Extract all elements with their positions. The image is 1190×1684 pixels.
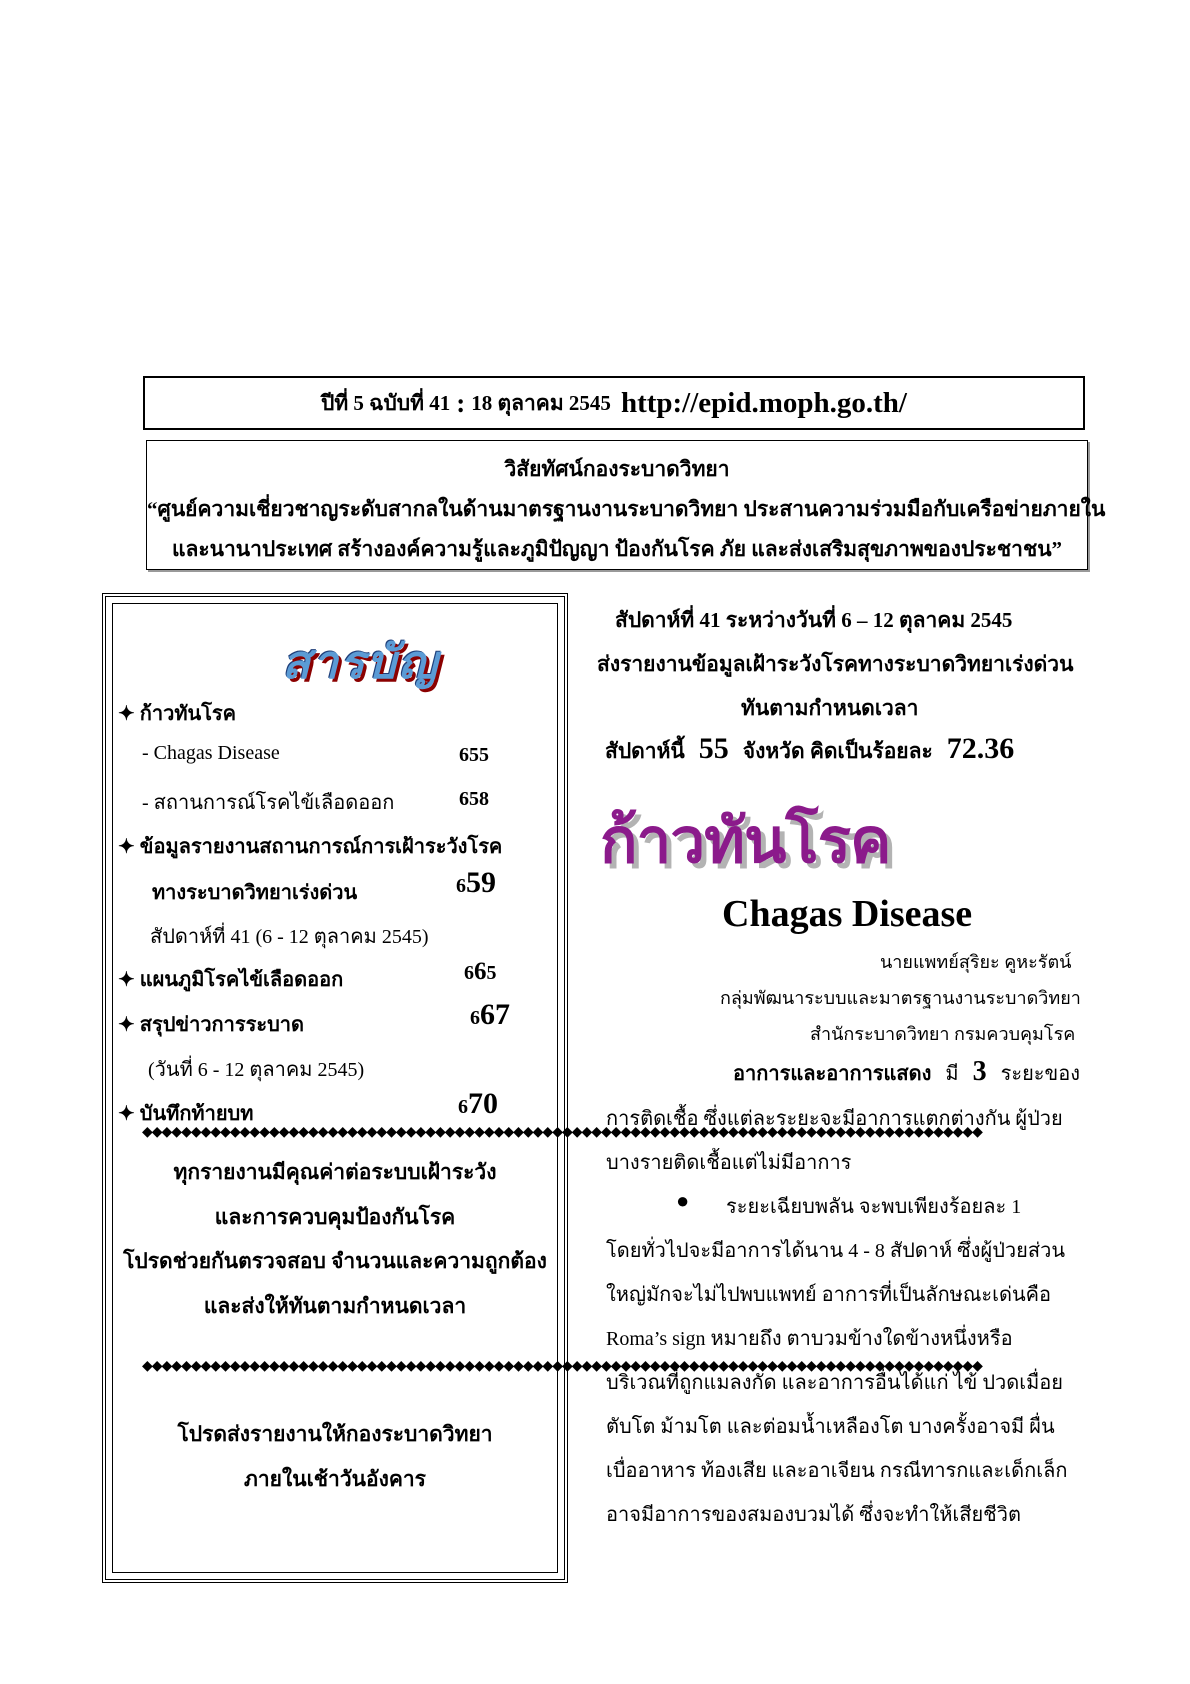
toc-item-urgent-epid[interactable]: [152, 876, 357, 908]
toc-page-epilogue: 670: [458, 1087, 498, 1120]
toc-page-chagas: 655: [459, 744, 489, 766]
toc-item-dengue-chart[interactable]: [118, 963, 343, 995]
paragraph-1-line-2: การติดเชื้อ ซึ่งแต่ละระยะจะมีอาการแตกต่างกัน ผู้ป่วย: [606, 1108, 1063, 1130]
notice-line-3: โปรดช่วยกันตรวจสอบ จำนวนและความถูกต้อง: [123, 1249, 547, 1273]
percent-value: 72.36: [946, 732, 1015, 765]
star-bullet-icon: ✦: [118, 836, 135, 858]
toc-item-chagas[interactable]: [142, 742, 280, 765]
bullet-icon: ●: [676, 1188, 690, 1213]
website-link[interactable]: http://epid.moph.go.th/: [620, 386, 907, 419]
toc-item-outbreak-dates: [148, 1053, 364, 1085]
vision-line-1: “ศูนย์ความเชี่ยวชาญระดับสากลในด้านมาตรฐานงานระบาดวิทยา ประสานความร่วมมือกับเครือข่ายภายใน: [147, 497, 1106, 521]
symptoms-heading: อาการและอาการแสดง: [733, 1063, 932, 1085]
toc-item-label: - สถานการณ์โรคไข้เลือดออก: [142, 792, 395, 814]
toc-item-label: สรุปข่าวการระบาด: [139, 1014, 305, 1036]
notice-line-1: ทุกรายงานมีคุณค่าต่อระบบเฝ้าระวัง: [173, 1160, 497, 1184]
paragraph-2-line-7: เบื่ออาหาร ท้องเสีย และอาเจียน กรณีทารกและเด็กเล็ก: [606, 1460, 1068, 1482]
toc-page-dengue-chart: 665: [464, 958, 497, 985]
dotted-divider: ◆◆◆◆◆◆◆◆◆◆◆◆◆◆◆◆◆◆◆◆◆◆◆◆◆◆◆◆◆◆◆◆◆◆◆◆◆◆◆◆◆◆◆◆◆◆◆◆◆◆◆◆◆◆◆◆◆◆◆◆◆◆◆◆◆◆◆◆◆◆◆◆◆◆◆◆◆◆◆◆◆◆◆◆◆◆: [142, 1125, 982, 1140]
report-line-3: ทันตามกำหนดเวลา: [741, 696, 919, 720]
article-author: นายแพทย์สุริยะ คูหะรัตน์: [880, 952, 1072, 972]
toc-item-label: ข้อมูลรายงานสถานการณ์การเฝ้าระวังโรค: [139, 836, 503, 858]
toc-item-week-41: [150, 920, 429, 952]
toc-item-kao-tan-rok[interactable]: [118, 697, 236, 729]
star-bullet-icon: ✦: [118, 1103, 135, 1125]
toc-page-urgent-epid: 659: [456, 866, 496, 899]
toc-item-label: สัปดาห์ที่ 41 (6 - 12 ตุลาคม 2545): [150, 926, 429, 948]
toc-page-outbreak-summary: 667: [470, 998, 510, 1031]
toc-item-label: แผนภูมิโรคไข้เลือดออก: [139, 969, 344, 991]
paragraph-2-line-4: Roma’s sign หมายถึง ตาบวมข้างใดข้างหนึ่งหรือ: [606, 1328, 1013, 1350]
toc-page-dengue-situation: 658: [459, 788, 489, 810]
vision-box: [146, 440, 1106, 570]
article-affiliation-2: สำนักระบาดวิทยา กรมควบคุมโรค: [810, 1024, 1076, 1044]
footer-line-2: ภายในเช้าวันอังคาร: [244, 1467, 426, 1491]
footer-line-1: โปรดส่งรายงานให้กองระบาดวิทยา: [177, 1422, 493, 1446]
header-colon: :: [456, 387, 466, 418]
this-week-label: สัปดาห์นี้: [605, 739, 685, 763]
notice-line-2: และการควบคุมป้องกันโรค: [214, 1205, 456, 1229]
paragraph-2-line-3: ใหญ่มักจะไม่ไปพบแพทย์ อาการที่เป็นลักษณะเด่นคือ: [606, 1284, 1052, 1306]
paragraph-2-line-8: อาจมีอาการของสมองบวมได้ ซึ่งจะทำให้เสียชีวิต: [606, 1504, 1021, 1526]
star-bullet-icon: ✦: [118, 969, 135, 991]
toc-item-outbreak-summary[interactable]: [118, 1008, 304, 1040]
notice-line-4: และส่งให้ทันตามกำหนดเวลา: [203, 1294, 467, 1318]
paragraph-1-line-3: บางรายติดเชื้อแต่ไม่มีอาการ: [606, 1152, 852, 1174]
star-bullet-icon: ✦: [118, 703, 135, 725]
report-stats: [605, 732, 1014, 768]
toc-item-label: - Chagas Disease: [142, 742, 280, 764]
article-title: Chagas Disease: [722, 893, 973, 935]
issue-date: 18 ตุลาคม 2545: [471, 390, 611, 415]
dotted-divider: ◆◆◆◆◆◆◆◆◆◆◆◆◆◆◆◆◆◆◆◆◆◆◆◆◆◆◆◆◆◆◆◆◆◆◆◆◆◆◆◆◆◆◆◆◆◆◆◆◆◆◆◆◆◆◆◆◆◆◆◆◆◆◆◆◆◆◆◆◆◆◆◆◆◆◆◆◆◆◆◆◆◆◆◆◆◆: [142, 1359, 982, 1374]
toc-item-surveillance-report[interactable]: [118, 830, 502, 862]
paragraph-2-line-6: ตับโต ม้ามโต และต่อมน้ำเหลืองโต บางครั้งอาจมี ผื่น: [606, 1416, 1055, 1438]
paragraph-2-line-2: โดยทั่วไปจะมีอาการได้นาน 4 - 8 สัปดาห์ ซึ่งผู้ป่วยส่วน: [606, 1240, 1065, 1262]
toc-item-label: (วันที่ 6 - 12 ตุลาคม 2545): [148, 1059, 365, 1081]
toc-title: สารบัญ: [282, 635, 440, 689]
province-label: จังหวัด คิดเป็นร้อยละ: [742, 739, 933, 763]
vision-line-2: และนานาประเทศ สร้างองค์ความรู้และภูมิปัญญา ป้องกันโรค ภัย และส่งเสริมสุขภาพของประชาชน”: [171, 537, 1063, 561]
issue-number: ปีที่ 5 ฉบับที่ 41: [321, 390, 451, 415]
toc-item-label: ทางระบาดวิทยาเร่งด่วน: [152, 882, 358, 904]
vision-title: วิสัยทัศน์กองระบาดวิทยา: [504, 457, 730, 481]
paragraph-2-line-5: บริเวณที่ถูกแมลงกัด และอาการอื่นได้แก่ ไข้ ปวดเมื่อย: [606, 1372, 1063, 1394]
star-bullet-icon: ✦: [118, 1014, 135, 1036]
toc-item-dengue-situation[interactable]: [142, 786, 394, 818]
section-title: ก้าวทันโรค: [600, 804, 891, 877]
toc-item-label: ก้าวทันโรค: [139, 703, 237, 725]
toc-item-label: บันทึกท้ายบท: [139, 1103, 254, 1125]
province-count: 55: [698, 732, 729, 765]
paragraph-1-line-1: อาการและอาการแสดง มี 3 ระยะของ: [733, 1056, 1080, 1087]
issue-header: [143, 376, 1085, 430]
paragraph-2-line-1: ระยะเฉียบพลัน จะพบเพียงร้อยละ 1: [726, 1196, 1022, 1218]
report-line-2: ส่งรายงานข้อมูลเฝ้าระวังโรคทางระบาดวิทยาเร่งด่วน: [597, 652, 1074, 676]
article-affiliation-1: กลุ่มพัฒนาระบบและมาตรฐานงานระบาดวิทยา: [720, 988, 1081, 1008]
week-range: สัปดาห์ที่ 41 ระหว่างวันที่ 6 – 12 ตุลาคม 2545: [615, 608, 1013, 632]
